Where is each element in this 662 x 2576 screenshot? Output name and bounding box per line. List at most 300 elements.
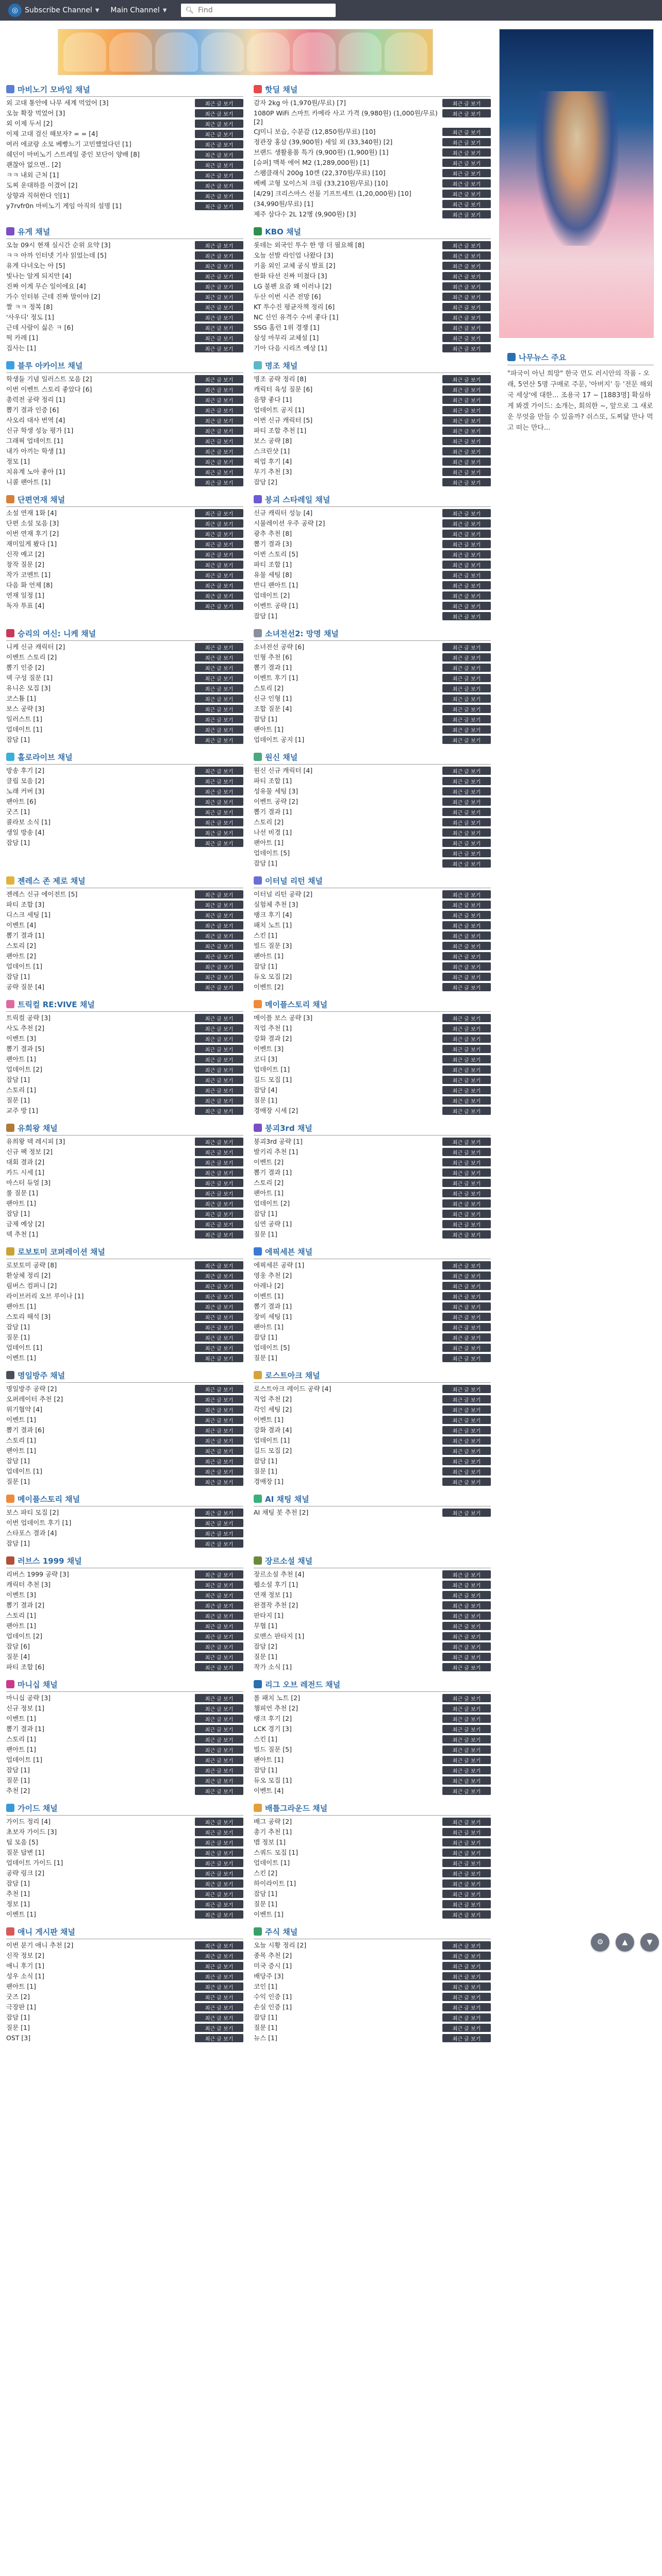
post-time-badge[interactable]: 최근 글 보기 (442, 519, 491, 528)
post-title[interactable]: 파티 조합 [1] (254, 561, 292, 568)
post-time-badge[interactable]: 최근 글 보기 (442, 736, 491, 744)
post-time-badge[interactable]: 최근 글 보기 (442, 859, 491, 868)
post-title[interactable]: 실험체 추천 [3] (254, 901, 299, 908)
post-title[interactable]: 성유물 세팅 [3] (254, 787, 299, 795)
post-time-badge[interactable]: 최근 글 보기 (442, 581, 491, 589)
post-title[interactable]: 환상체 정리 [2] (6, 1272, 51, 1279)
post-title[interactable]: 트릭컬 공략 [3] (6, 1014, 51, 1022)
post-title[interactable]: 파티 조합 추천 [1] (254, 427, 307, 434)
post-time-badge[interactable]: 최근 글 보기 (195, 1107, 243, 1115)
post-title[interactable]: 방송 후기 [2] (6, 767, 44, 774)
post-time-badge[interactable]: 최근 글 보기 (442, 1642, 491, 1651)
post-title[interactable]: 총력전 공략 정리 [1] (6, 396, 65, 403)
post-time-badge[interactable]: 최근 글 보기 (195, 1910, 243, 1919)
post-title[interactable]: 보스 파티 모집 [2] (6, 1509, 59, 1516)
post-time-badge[interactable]: 최근 글 보기 (195, 1261, 243, 1269)
post-time-badge[interactable]: 최근 글 보기 (195, 540, 243, 548)
post-title[interactable]: 덱 추천 [1] (6, 1230, 38, 1238)
post-time-badge[interactable]: 최근 글 보기 (195, 272, 243, 280)
post-title[interactable]: 잡담 [1] (6, 1210, 30, 1217)
post-title[interactable]: 이벤트 [1] (254, 1292, 284, 1300)
post-time-badge[interactable]: 최근 글 보기 (195, 1519, 243, 1527)
post-time-badge[interactable]: 최근 글 보기 (195, 1210, 243, 1218)
post-title[interactable]: 듀오 모집 [1] (254, 1776, 292, 1784)
post-title[interactable]: 뽑기 결과 [3] (254, 540, 292, 548)
post-time-badge[interactable]: 최근 글 보기 (195, 1354, 243, 1362)
post-title[interactable]: 음향 좋다 [1] (254, 396, 292, 403)
post-time-badge[interactable]: 최근 글 보기 (442, 612, 491, 620)
post-title[interactable]: 잡담 [1] (254, 1890, 277, 1897)
post-title[interactable]: 니콜 팬아트 [1] (6, 478, 51, 486)
post-time-badge[interactable]: 최근 글 보기 (442, 684, 491, 692)
post-title[interactable]: 마니십 공략 [3] (6, 1694, 51, 1702)
post-title[interactable]: 연재 정보 [1] (254, 1591, 292, 1599)
post-time-badge[interactable]: 최근 글 보기 (195, 1601, 243, 1609)
post-title[interactable]: 붕괴3rd 공략 [1] (254, 1138, 303, 1145)
post-title[interactable]: 룰 질문 [1] (6, 1189, 38, 1197)
post-time-badge[interactable]: 최근 글 보기 (195, 1776, 243, 1785)
post-title[interactable]: 스타포스 결과 [4] (6, 1529, 57, 1537)
post-time-badge[interactable]: 최근 글 보기 (195, 1952, 243, 1960)
post-time-badge[interactable]: 최근 글 보기 (442, 1725, 491, 1733)
post-title[interactable]: 뉴스 [1] (254, 2034, 277, 2042)
post-time-badge[interactable]: 최근 글 보기 (195, 1694, 243, 1702)
post-title[interactable]: 소설 연재 1화 [4] (6, 509, 57, 517)
post-title[interactable]: 로맨스 판타지 [1] (254, 1632, 305, 1640)
post-title[interactable]: 웹소설 후기 [1] (254, 1581, 299, 1588)
search-input[interactable] (198, 6, 327, 14)
post-time-badge[interactable]: 최근 글 보기 (442, 818, 491, 826)
post-time-badge[interactable]: 최근 글 보기 (195, 1663, 243, 1671)
post-time-badge[interactable]: 최근 글 보기 (195, 313, 243, 321)
post-title[interactable]: NC 신인 유격수 수비 좋다 [1] (254, 313, 339, 321)
post-time-badge[interactable]: 최근 글 보기 (442, 962, 491, 971)
post-title[interactable]: 캐릭터 육성 질문 [6] (254, 385, 313, 393)
post-title[interactable]: 잡담 [4] (254, 1086, 277, 1094)
post-title[interactable]: 배그 공략 [2] (254, 1818, 292, 1825)
post-time-badge[interactable]: 최근 글 보기 (195, 1282, 243, 1290)
post-title[interactable]: 리버스 1999 공략 [3] (6, 1570, 69, 1578)
post-title[interactable]: y7rvfr0n 마비노기 게임 아직의 설명 [1] (6, 202, 122, 210)
post-title[interactable]: 잡담 [1] (254, 1766, 277, 1774)
post-time-badge[interactable]: 최근 글 보기 (442, 109, 491, 117)
post-title[interactable]: 랭크 후기 [4] (254, 911, 292, 919)
post-time-badge[interactable]: 최근 글 보기 (195, 808, 243, 816)
post-title[interactable]: 픽업 후기 [4] (254, 457, 292, 465)
post-time-badge[interactable]: 최근 글 보기 (195, 519, 243, 528)
post-time-badge[interactable]: 최근 글 보기 (195, 550, 243, 558)
post-title[interactable]: 공략 링크 [2] (6, 1869, 44, 1877)
post-title[interactable]: 연재 일정 [1] (6, 591, 44, 599)
post-time-badge[interactable]: 최근 글 보기 (442, 674, 491, 682)
post-time-badge[interactable]: 최근 글 보기 (195, 1622, 243, 1630)
post-title[interactable]: 잡담 [1] (6, 1457, 30, 1465)
post-title[interactable]: 스킨 [1] (254, 931, 277, 939)
post-title[interactable]: 잡담 [1] (6, 2013, 30, 2021)
post-time-badge[interactable]: 최근 글 보기 (442, 406, 491, 414)
post-title[interactable]: 잡담 [1] (254, 2013, 277, 2021)
post-title[interactable]: 강화 결과 [2] (254, 1035, 292, 1042)
post-title[interactable]: 업데이트 [2] (254, 591, 290, 599)
post-title[interactable]: 스토리 [2] (254, 684, 284, 692)
post-title[interactable]: 스토리 [1] (6, 1436, 36, 1444)
post-time-badge[interactable]: 최근 글 보기 (195, 478, 243, 486)
post-time-badge[interactable]: 최근 글 보기 (195, 468, 243, 476)
post-time-badge[interactable]: 최근 글 보기 (442, 1879, 491, 1888)
post-time-badge[interactable]: 최근 글 보기 (442, 653, 491, 662)
post-time-badge[interactable]: 최근 글 보기 (195, 1076, 243, 1084)
post-title[interactable]: 로스트아크 레이드 공략 [4] (254, 1385, 332, 1393)
post-title[interactable]: 스크린샷 [1] (254, 447, 290, 455)
post-title[interactable]: 이벤트 [1] (6, 1416, 36, 1423)
post-title[interactable]: 신규 정보 [1] (6, 1704, 44, 1712)
post-time-badge[interactable]: 최근 글 보기 (442, 1344, 491, 1352)
post-time-badge[interactable]: 최근 글 보기 (195, 1962, 243, 1970)
post-time-badge[interactable]: 최근 글 보기 (195, 1653, 243, 1661)
post-time-badge[interactable]: 최근 글 보기 (442, 1107, 491, 1115)
channel-title[interactable]: 명조 채널 (265, 361, 298, 370)
post-title[interactable]: 이번 신규 캐릭터 [5] (254, 416, 313, 424)
post-title[interactable]: 팬아트 [1] (254, 839, 284, 846)
post-time-badge[interactable]: 최근 글 보기 (442, 983, 491, 991)
post-title[interactable]: 독자 투표 [4] (6, 602, 44, 609)
post-title[interactable]: 경매장 시세 [2] (254, 1107, 299, 1114)
post-title[interactable]: 오퍼레이터 추천 [2] (6, 1395, 63, 1403)
post-time-badge[interactable]: 최근 글 보기 (195, 324, 243, 332)
post-time-badge[interactable]: 최근 글 보기 (442, 1601, 491, 1609)
main-channel-menu[interactable] (108, 0, 169, 21)
post-title[interactable]: 공략 질문 [4] (6, 983, 44, 991)
post-time-badge[interactable]: 최근 글 보기 (442, 2013, 491, 2022)
post-title[interactable]: 브랜드 생활용품 특가 (9,900원) (1,900원) [1] (254, 148, 389, 156)
post-title[interactable]: 팬아트 [1] (6, 1199, 36, 1207)
post-title[interactable]: 경매장 [1] (254, 1478, 284, 1485)
post-title[interactable]: CJ미니 보습, 수분감 (12,850원/무료) [10] (254, 128, 376, 135)
post-time-badge[interactable]: 최근 글 보기 (195, 911, 243, 919)
post-time-badge[interactable]: 최근 글 보기 (442, 1210, 491, 1218)
post-time-badge[interactable]: 최근 글 보기 (195, 952, 243, 960)
post-title[interactable]: SSG 홈런 1위 경쟁 [1] (254, 324, 320, 331)
post-time-badge[interactable]: 최근 글 보기 (442, 468, 491, 476)
post-title[interactable]: 여러 에쿄랑 소모 베빵느기 고민했었다던 [1] (6, 140, 131, 148)
post-title[interactable]: 뽑기 결과 [5] (6, 1045, 44, 1053)
post-title[interactable]: 뽑기 결과 [1] (254, 1302, 292, 1310)
side-advertisement-banner[interactable] (499, 29, 654, 338)
post-title[interactable]: 업데이트 [2] (6, 1632, 42, 1640)
post-time-badge[interactable]: 최근 글 보기 (195, 890, 243, 899)
post-title[interactable]: 팬아트 [1] (254, 725, 284, 733)
post-title[interactable]: 베베 고형 모이스처 크림 (33,210원/무료) [10] (254, 179, 388, 187)
post-title[interactable]: 강화 결과 [4] (254, 1426, 292, 1434)
post-time-badge[interactable]: 최근 글 보기 (195, 150, 243, 159)
channel-title[interactable]: 원신 채널 (265, 752, 298, 762)
post-time-badge[interactable]: 최근 글 보기 (442, 159, 491, 167)
post-title[interactable]: LG 불펜 요즘 왜 이러냐 [2] (254, 282, 332, 290)
post-title[interactable]: 유니온 모집 [3] (6, 684, 51, 692)
post-title[interactable]: 아레나 [2] (254, 1282, 284, 1290)
post-time-badge[interactable]: 최근 글 보기 (442, 1436, 491, 1445)
post-title[interactable]: 판타지 [1] (254, 1612, 284, 1619)
post-time-badge[interactable]: 최근 글 보기 (442, 1663, 491, 1671)
post-time-badge[interactable]: 최근 글 보기 (195, 1849, 243, 1857)
post-time-badge[interactable]: 최근 글 보기 (442, 478, 491, 486)
channel-title[interactable]: 이터널 리턴 채널 (265, 876, 323, 886)
post-time-badge[interactable]: 최근 글 보기 (195, 202, 243, 210)
post-time-badge[interactable]: 최근 글 보기 (195, 828, 243, 837)
channel-title[interactable]: 트릭컬 RE:VIVE 채널 (18, 999, 95, 1009)
post-title[interactable]: 이벤트 공략 [2] (254, 798, 299, 805)
post-time-badge[interactable]: 최근 글 보기 (442, 1220, 491, 1228)
post-time-badge[interactable]: 최근 글 보기 (442, 375, 491, 383)
post-title[interactable]: 명조 공략 정리 [8] (254, 375, 307, 383)
post-time-badge[interactable]: 최근 글 보기 (442, 1282, 491, 1290)
post-time-badge[interactable]: 최근 글 보기 (195, 437, 243, 445)
post-title[interactable]: 업데이트 [1] (254, 1065, 290, 1073)
post-time-badge[interactable]: 최근 글 보기 (195, 1344, 243, 1352)
post-time-badge[interactable]: 최근 글 보기 (195, 181, 243, 190)
subscribe-channel-menu[interactable] (6, 0, 101, 21)
post-time-badge[interactable]: 최근 글 보기 (195, 1395, 243, 1403)
post-title[interactable]: '사우디' 정도 [1] (6, 313, 54, 321)
post-title[interactable]: 교주 방 [1] (6, 1107, 38, 1114)
post-title[interactable]: 업데이트 [5] (254, 849, 290, 857)
post-title[interactable]: 작가 코멘트 [1] (6, 571, 51, 579)
post-time-badge[interactable]: 최근 글 보기 (195, 942, 243, 950)
post-title[interactable]: 이벤트 후기 [1] (254, 674, 299, 682)
post-time-badge[interactable]: 최근 글 보기 (195, 1612, 243, 1620)
post-title[interactable]: 이벤트 [1] (254, 1416, 284, 1423)
post-title[interactable]: (34,990원/무료) [1] (254, 200, 313, 208)
post-time-badge[interactable]: 최근 글 보기 (195, 1509, 243, 1517)
post-title[interactable]: 잡담 [1] (6, 736, 30, 743)
post-title[interactable]: 직업 추천 [1] (254, 1024, 292, 1032)
post-title[interactable]: 사도 추천 [2] (6, 1024, 44, 1032)
post-title[interactable]: 원신 신규 캐릭터 [4] (254, 767, 313, 774)
post-time-badge[interactable]: 최근 글 보기 (442, 313, 491, 321)
post-title[interactable]: 애니 후기 [1] (6, 1962, 44, 1970)
channel-title[interactable]: 핫딜 채널 (265, 84, 298, 94)
post-title[interactable]: 잡담 [1] (6, 1879, 30, 1887)
post-time-badge[interactable]: 최근 글 보기 (195, 282, 243, 291)
post-time-badge[interactable]: 최근 글 보기 (442, 1910, 491, 1919)
channel-title[interactable]: 붕괴3rd 채널 (265, 1123, 312, 1133)
channel-title[interactable]: 젠레스 존 제로 채널 (18, 876, 86, 886)
post-title[interactable]: 업데이트 [1] (6, 725, 42, 733)
post-title[interactable]: 하이라이트 [1] (254, 1879, 296, 1887)
post-time-badge[interactable]: 최근 글 보기 (195, 334, 243, 342)
post-title[interactable]: 스토리 [2] (6, 942, 36, 950)
post-title[interactable]: 장르소설 추천 [4] (254, 1570, 305, 1578)
post-time-badge[interactable]: 최근 글 보기 (195, 1457, 243, 1465)
post-time-badge[interactable]: 최근 글 보기 (442, 1745, 491, 1754)
post-time-badge[interactable]: 최근 글 보기 (442, 921, 491, 929)
post-time-badge[interactable]: 최근 글 보기 (195, 1941, 243, 1950)
post-time-badge[interactable]: 최근 글 보기 (442, 1014, 491, 1022)
post-time-badge[interactable]: 최근 글 보기 (442, 1982, 491, 1991)
post-time-badge[interactable]: 최근 글 보기 (442, 1272, 491, 1280)
post-time-badge[interactable]: 최근 글 보기 (442, 1787, 491, 1795)
post-time-badge[interactable]: 최근 글 보기 (195, 1189, 243, 1197)
post-title[interactable]: 젠레스 신규 에이전트 [5] (6, 890, 78, 898)
post-title[interactable]: 다음 화 언제 [8] (6, 581, 53, 589)
post-title[interactable]: 뽑기 결과 [1] (254, 808, 292, 816)
post-time-badge[interactable]: 최근 글 보기 (442, 1323, 491, 1331)
post-title[interactable]: 팬아트 [1] (254, 1323, 284, 1331)
post-time-badge[interactable]: 최근 글 보기 (195, 1591, 243, 1599)
post-title[interactable]: 추천 [1] (6, 1890, 30, 1897)
post-time-badge[interactable]: 최근 글 보기 (442, 839, 491, 847)
channel-title[interactable]: KBO 채널 (265, 227, 302, 236)
post-time-badge[interactable]: 최근 글 보기 (195, 1199, 243, 1208)
post-time-badge[interactable]: 최근 글 보기 (195, 1745, 243, 1754)
post-title[interactable]: 그래픽 업데이트 [1] (6, 437, 63, 445)
post-time-badge[interactable]: 최근 글 보기 (195, 901, 243, 909)
post-time-badge[interactable]: 최근 글 보기 (442, 251, 491, 260)
channel-title[interactable]: 로보토미 코퍼레이션 채널 (18, 1247, 105, 1257)
post-title[interactable]: 잡담 [1] (254, 1457, 277, 1465)
post-title[interactable]: KT 투수진 평균자책 정리 [6] (254, 303, 335, 311)
post-title[interactable]: 질문 [1] (254, 1096, 277, 1104)
post-time-badge[interactable]: 최근 글 보기 (442, 808, 491, 816)
post-title[interactable]: 이벤트 [2] (254, 1158, 284, 1166)
post-time-badge[interactable]: 최근 글 보기 (442, 1354, 491, 1362)
post-time-badge[interactable]: 최근 글 보기 (195, 1148, 243, 1156)
post-title[interactable]: 업데이트 [2] (254, 1199, 290, 1207)
post-title[interactable]: 스킨 [2] (254, 1869, 277, 1877)
post-time-badge[interactable]: 최근 글 보기 (442, 282, 491, 291)
channel-title[interactable]: 러브스 1999 채널 (18, 1556, 82, 1566)
post-title[interactable]: 1080P WiFi 스마트 카메라 사고 가격 (9,980원) (1,000원/무료) [2] (254, 109, 438, 126)
post-time-badge[interactable]: 최근 글 보기 (442, 1859, 491, 1867)
post-title[interactable]: 시뮬레이션 우주 공략 [2] (254, 519, 325, 527)
post-title[interactable]: [슈퍼] 맥북 에어 M2 (1,289,000원) [1] (254, 159, 369, 166)
post-time-badge[interactable]: 최근 글 보기 (442, 911, 491, 919)
post-time-badge[interactable]: 최근 글 보기 (195, 571, 243, 579)
post-time-badge[interactable]: 최근 글 보기 (195, 303, 243, 311)
post-title[interactable]: 오늘 09시 현재 실시간 순위 요약 [3] (6, 241, 111, 249)
post-time-badge[interactable]: 최근 글 보기 (442, 241, 491, 249)
post-time-badge[interactable]: 최근 글 보기 (442, 664, 491, 672)
post-title[interactable]: 유게 다녀오는 아 [5] (6, 262, 65, 269)
post-title[interactable]: 사오리 대사 번역 [4] (6, 416, 65, 424)
post-title[interactable]: 질문 [1] (254, 1653, 277, 1660)
post-title[interactable]: 뽑기 결과 [1] (254, 664, 292, 671)
post-time-badge[interactable]: 최근 글 보기 (195, 1766, 243, 1774)
channel-title[interactable]: 유게 채널 (18, 227, 51, 236)
post-time-badge[interactable]: 최근 글 보기 (442, 1776, 491, 1785)
post-time-badge[interactable]: 최근 글 보기 (442, 509, 491, 517)
post-title[interactable]: 잡담 [1] (254, 1333, 277, 1341)
post-time-badge[interactable]: 최근 글 보기 (442, 1828, 491, 1836)
post-title[interactable]: 유물 세팅 [8] (254, 571, 292, 579)
post-title[interactable]: 굿즈 [2] (6, 1993, 30, 2001)
post-title[interactable]: 업데이트 공지 [1] (254, 736, 305, 743)
post-title[interactable]: 떡 카레 [1] (6, 334, 38, 342)
post-time-badge[interactable]: 최근 글 보기 (195, 1529, 243, 1537)
post-title[interactable]: 오늘 선발 라인업 나왔다 [3] (254, 251, 334, 259)
post-title[interactable]: OST [3] (6, 2034, 31, 2042)
post-time-badge[interactable]: 최근 글 보기 (195, 1478, 243, 1486)
post-title[interactable]: 성우 소식 [1] (6, 1972, 44, 1980)
post-time-badge[interactable]: 최근 글 보기 (442, 767, 491, 775)
post-time-badge[interactable]: 최근 글 보기 (195, 818, 243, 826)
channel-title[interactable]: 로스트아크 채널 (265, 1370, 320, 1380)
post-time-badge[interactable]: 최근 글 보기 (442, 416, 491, 425)
post-title[interactable]: 이벤트 공략 [1] (254, 602, 299, 609)
post-title[interactable]: 캐릭터 추천 [3] (6, 1581, 51, 1588)
post-title[interactable]: 코스튬 [1] (6, 694, 36, 702)
post-title[interactable]: 이벤트 [1] (254, 1910, 284, 1918)
post-title[interactable]: 림버스 컴퍼니 [2] (6, 1282, 57, 1290)
post-title[interactable]: 가수 인터뷰 근데 진짜 말이야 [2] (6, 293, 101, 300)
post-title[interactable]: 상향과 직허한다 인[1] (6, 192, 70, 199)
post-title[interactable]: 파티 조합 [6] (6, 1663, 44, 1671)
post-title[interactable]: 창작 질문 [2] (6, 561, 44, 568)
post-time-badge[interactable]: 최근 글 보기 (195, 1447, 243, 1455)
post-time-badge[interactable]: 최근 글 보기 (195, 1982, 243, 1991)
post-title[interactable]: 신작 예고 [2] (6, 550, 44, 558)
post-title[interactable]: 이번 스토리 [5] (254, 550, 299, 558)
post-title[interactable]: 마스터 듀얼 [3] (6, 1179, 51, 1187)
scroll-top-icon[interactable]: ▲ (616, 1933, 634, 1952)
post-title[interactable]: 이제 고대 걸신 해보자? = = [4] (6, 130, 98, 138)
post-title[interactable]: 뽑기 결과 [1] (6, 1725, 44, 1733)
post-time-badge[interactable]: 최근 글 보기 (195, 2013, 243, 2022)
post-title[interactable]: 업데이트 [1] (6, 1467, 42, 1475)
post-title[interactable]: 심연 공략 [1] (254, 1220, 292, 1228)
post-time-badge[interactable]: 최근 글 보기 (442, 303, 491, 311)
post-time-badge[interactable]: 최근 글 보기 (442, 1715, 491, 1723)
post-time-badge[interactable]: 최근 글 보기 (442, 1952, 491, 1960)
post-title[interactable]: 빌드 질문 [5] (254, 1745, 292, 1753)
post-time-badge[interactable]: 최근 글 보기 (442, 99, 491, 107)
post-time-badge[interactable]: 최근 글 보기 (195, 736, 243, 744)
post-time-badge[interactable]: 최근 글 보기 (442, 1570, 491, 1579)
post-time-badge[interactable]: 최근 글 보기 (195, 1818, 243, 1826)
post-title[interactable]: 이벤트 [1] (6, 1910, 36, 1918)
channel-title[interactable]: 리그 오브 레전드 채널 (265, 1680, 341, 1689)
post-time-badge[interactable]: 최근 글 보기 (442, 1818, 491, 1826)
post-time-badge[interactable]: 최근 글 보기 (195, 406, 243, 414)
post-title[interactable]: 정관장 홍삼 (39,900원) 세일 외 (33,340원) [2] (254, 138, 393, 146)
post-time-badge[interactable]: 최근 글 보기 (195, 1065, 243, 1074)
post-title[interactable]: 굿즈 [1] (6, 808, 30, 816)
post-time-badge[interactable]: 최근 글 보기 (442, 447, 491, 455)
post-title[interactable]: 질문 [1] (254, 2024, 277, 2031)
post-time-badge[interactable]: 최근 글 보기 (442, 1694, 491, 1702)
post-time-badge[interactable]: 최근 글 보기 (195, 192, 243, 200)
post-time-badge[interactable]: 최근 글 보기 (195, 777, 243, 785)
post-title[interactable]: 작가 소식 [1] (254, 1663, 292, 1671)
post-title[interactable]: 이번 연재 후기 [2] (6, 530, 59, 537)
post-time-badge[interactable]: 최근 글 보기 (442, 272, 491, 280)
post-time-badge[interactable]: 최근 글 보기 (442, 1766, 491, 1774)
post-title[interactable]: 뽑기 결과 [1] (254, 1168, 292, 1176)
post-title[interactable]: 직업 추천 [2] (254, 1395, 292, 1403)
post-title[interactable]: 잡담 [1] (254, 962, 277, 970)
post-time-badge[interactable]: 최근 글 보기 (195, 1220, 243, 1228)
post-title[interactable]: 이번 이벤트 스토리 좋았다 [6] (6, 385, 92, 393)
post-time-badge[interactable]: 최근 글 보기 (195, 1859, 243, 1867)
post-time-badge[interactable]: 최근 글 보기 (195, 694, 243, 703)
post-title[interactable]: 감자 2kg 아 (1,970원/무료) [7] (254, 99, 346, 107)
post-time-badge[interactable]: 최근 글 보기 (195, 1035, 243, 1043)
post-time-badge[interactable]: 최근 글 보기 (442, 1612, 491, 1620)
post-time-badge[interactable]: 최근 글 보기 (195, 684, 243, 692)
channel-title[interactable]: 가이드 채널 (18, 1803, 58, 1813)
post-time-badge[interactable]: 최근 글 보기 (195, 1323, 243, 1331)
post-time-badge[interactable]: 최근 글 보기 (442, 798, 491, 806)
